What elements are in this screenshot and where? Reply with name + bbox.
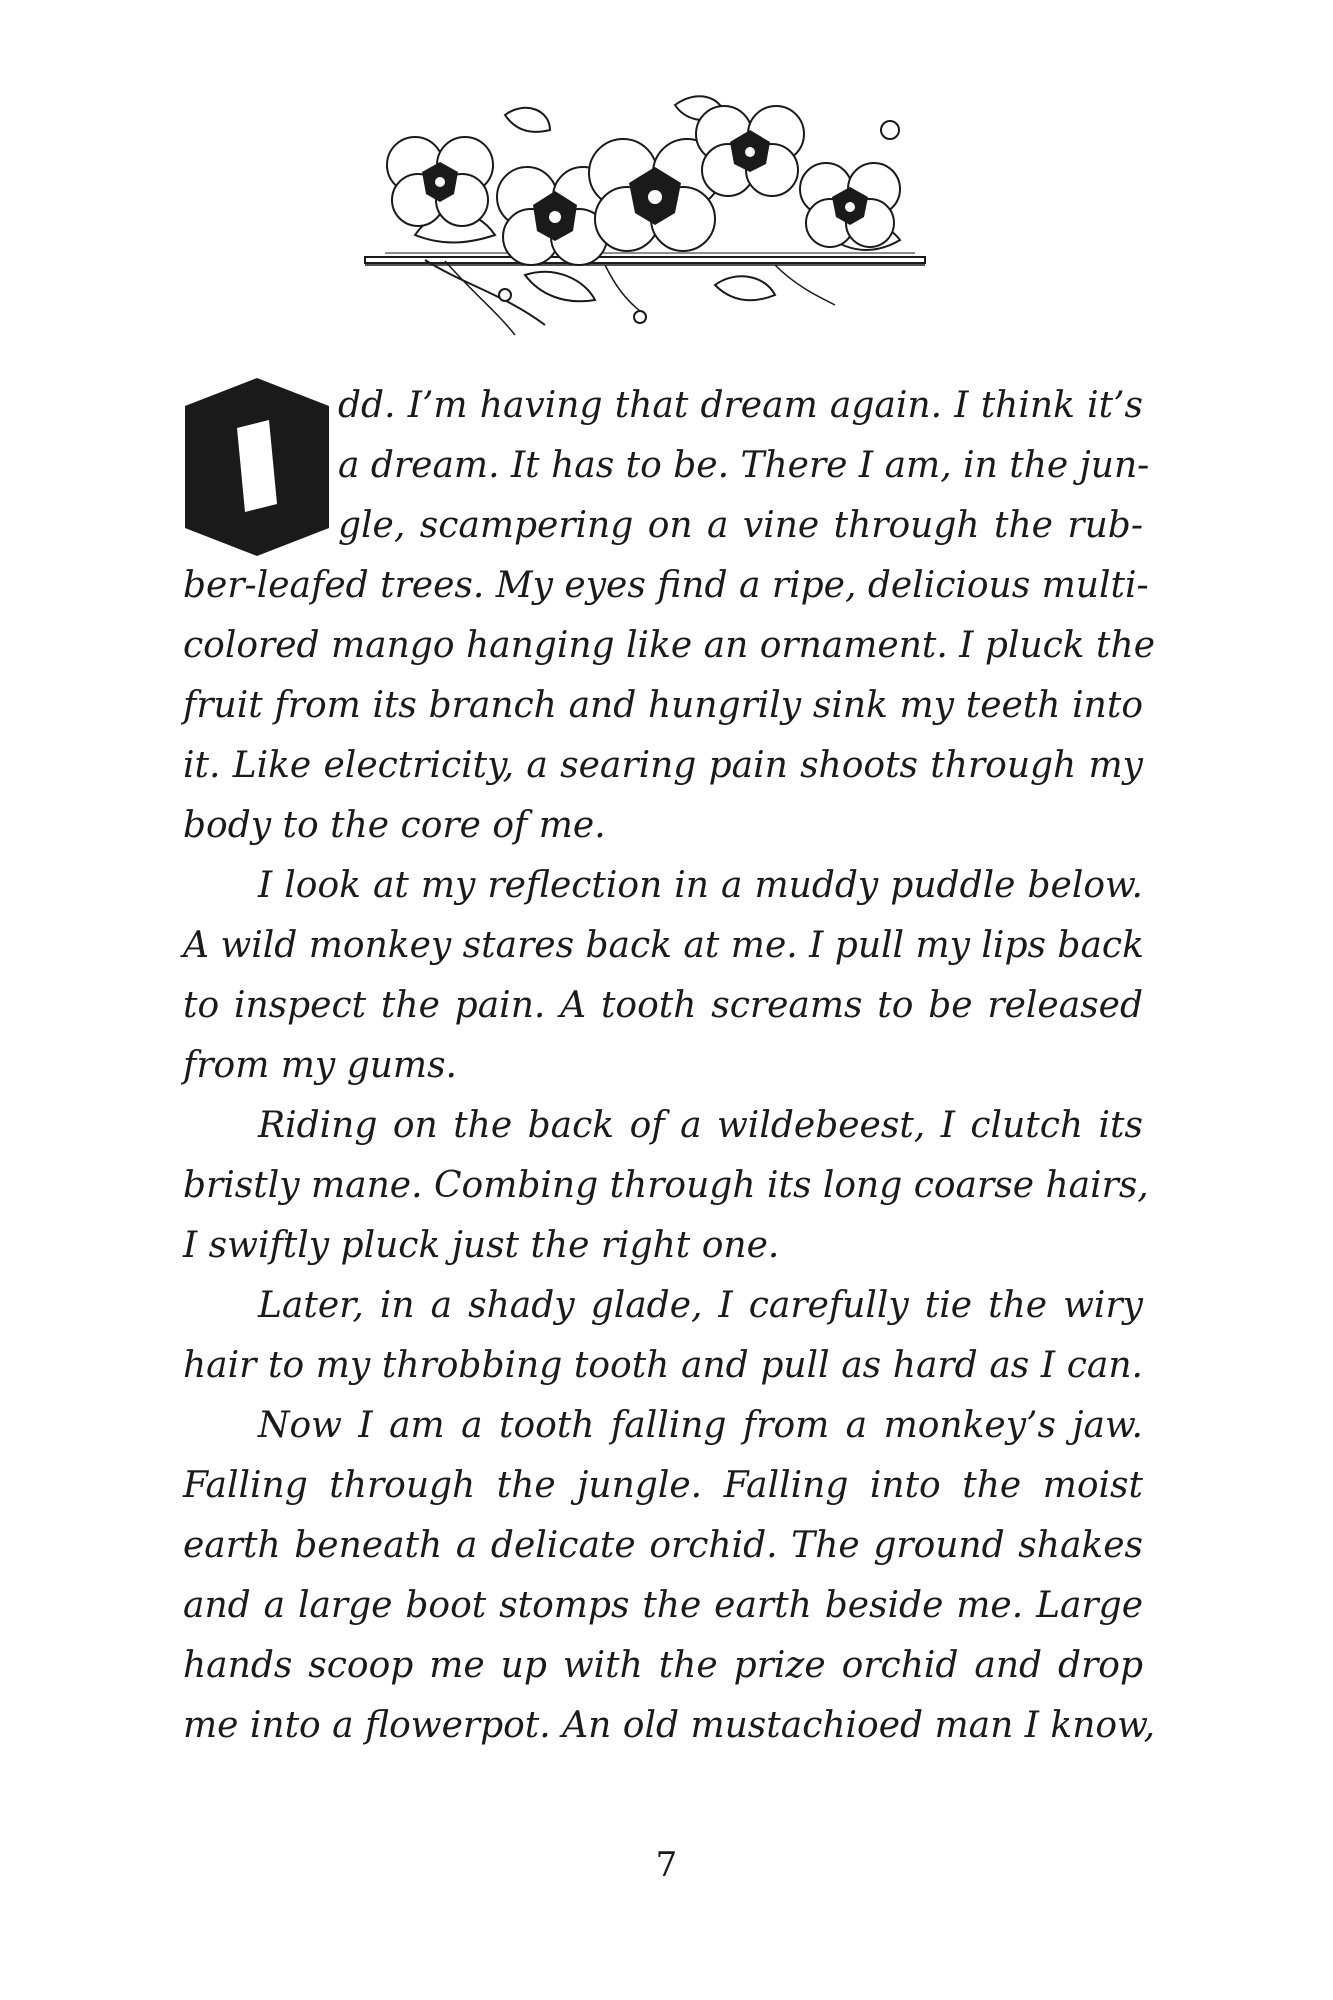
text-line-13: Riding on the back of a wildebeest, I clutch its	[258, 1105, 1143, 1146]
text-line-5: colored mango hanging like an ornament. I pluck the	[183, 625, 1156, 666]
text-line-10: A wild monkey stares back at me. I pull my lips back	[183, 925, 1144, 966]
text-line-2: a dream. It has to be. There I am, in the jun-	[338, 445, 1150, 486]
text-line-3: gle, scampering on a vine through the rub-	[338, 505, 1143, 546]
text-line-4: ber-leafed trees. My eyes find a ripe, delicious multi-	[183, 565, 1149, 606]
pansy-bouquet-illustration	[355, 85, 935, 345]
text-line-9: I look at my reflection in a muddy puddle below.	[258, 865, 1143, 906]
text-line-7: it. Like electricity, a searing pain shoots through my	[183, 745, 1143, 786]
text-line-20: earth beneath a delicate orchid. The ground shakes	[183, 1525, 1143, 1566]
text-line-14: bristly mane. Combing through its long coarse hairs,	[183, 1165, 1149, 1206]
text-line-19: Falling through the jungle. Falling into the moist	[183, 1465, 1143, 1506]
text-line-15: I swiftly pluck just the right one.	[183, 1225, 780, 1266]
text-line-22: hands scoop me up with the prize orchid and drop	[183, 1645, 1143, 1686]
text-line-18: Now I am a tooth falling from a monkey’s jaw.	[258, 1405, 1143, 1446]
text-line-17: hair to my throbbing tooth and pull as hard as I can.	[183, 1345, 1143, 1386]
text-line-21: and a large boot stomps the earth beside me. Large	[183, 1585, 1143, 1626]
page-number: 7	[655, 1845, 678, 1885]
text-line-11: to inspect the pain. A tooth screams to be released	[183, 985, 1143, 1026]
text-line-6: fruit from its branch and hungrily sink my teeth into	[183, 685, 1143, 726]
text-line-8: body to the core of me.	[183, 805, 606, 846]
text-line-16: Later, in a shady glade, I carefully tie the wiry	[258, 1285, 1143, 1326]
drop-cap-letter	[183, 376, 331, 558]
text-line-23: me into a flowerpot. An old mustachioed man I know,	[183, 1705, 1156, 1746]
text-line-12: from my gums.	[183, 1045, 457, 1086]
text-line-1: dd. I’m having that dream again. I think it’s	[338, 385, 1143, 426]
